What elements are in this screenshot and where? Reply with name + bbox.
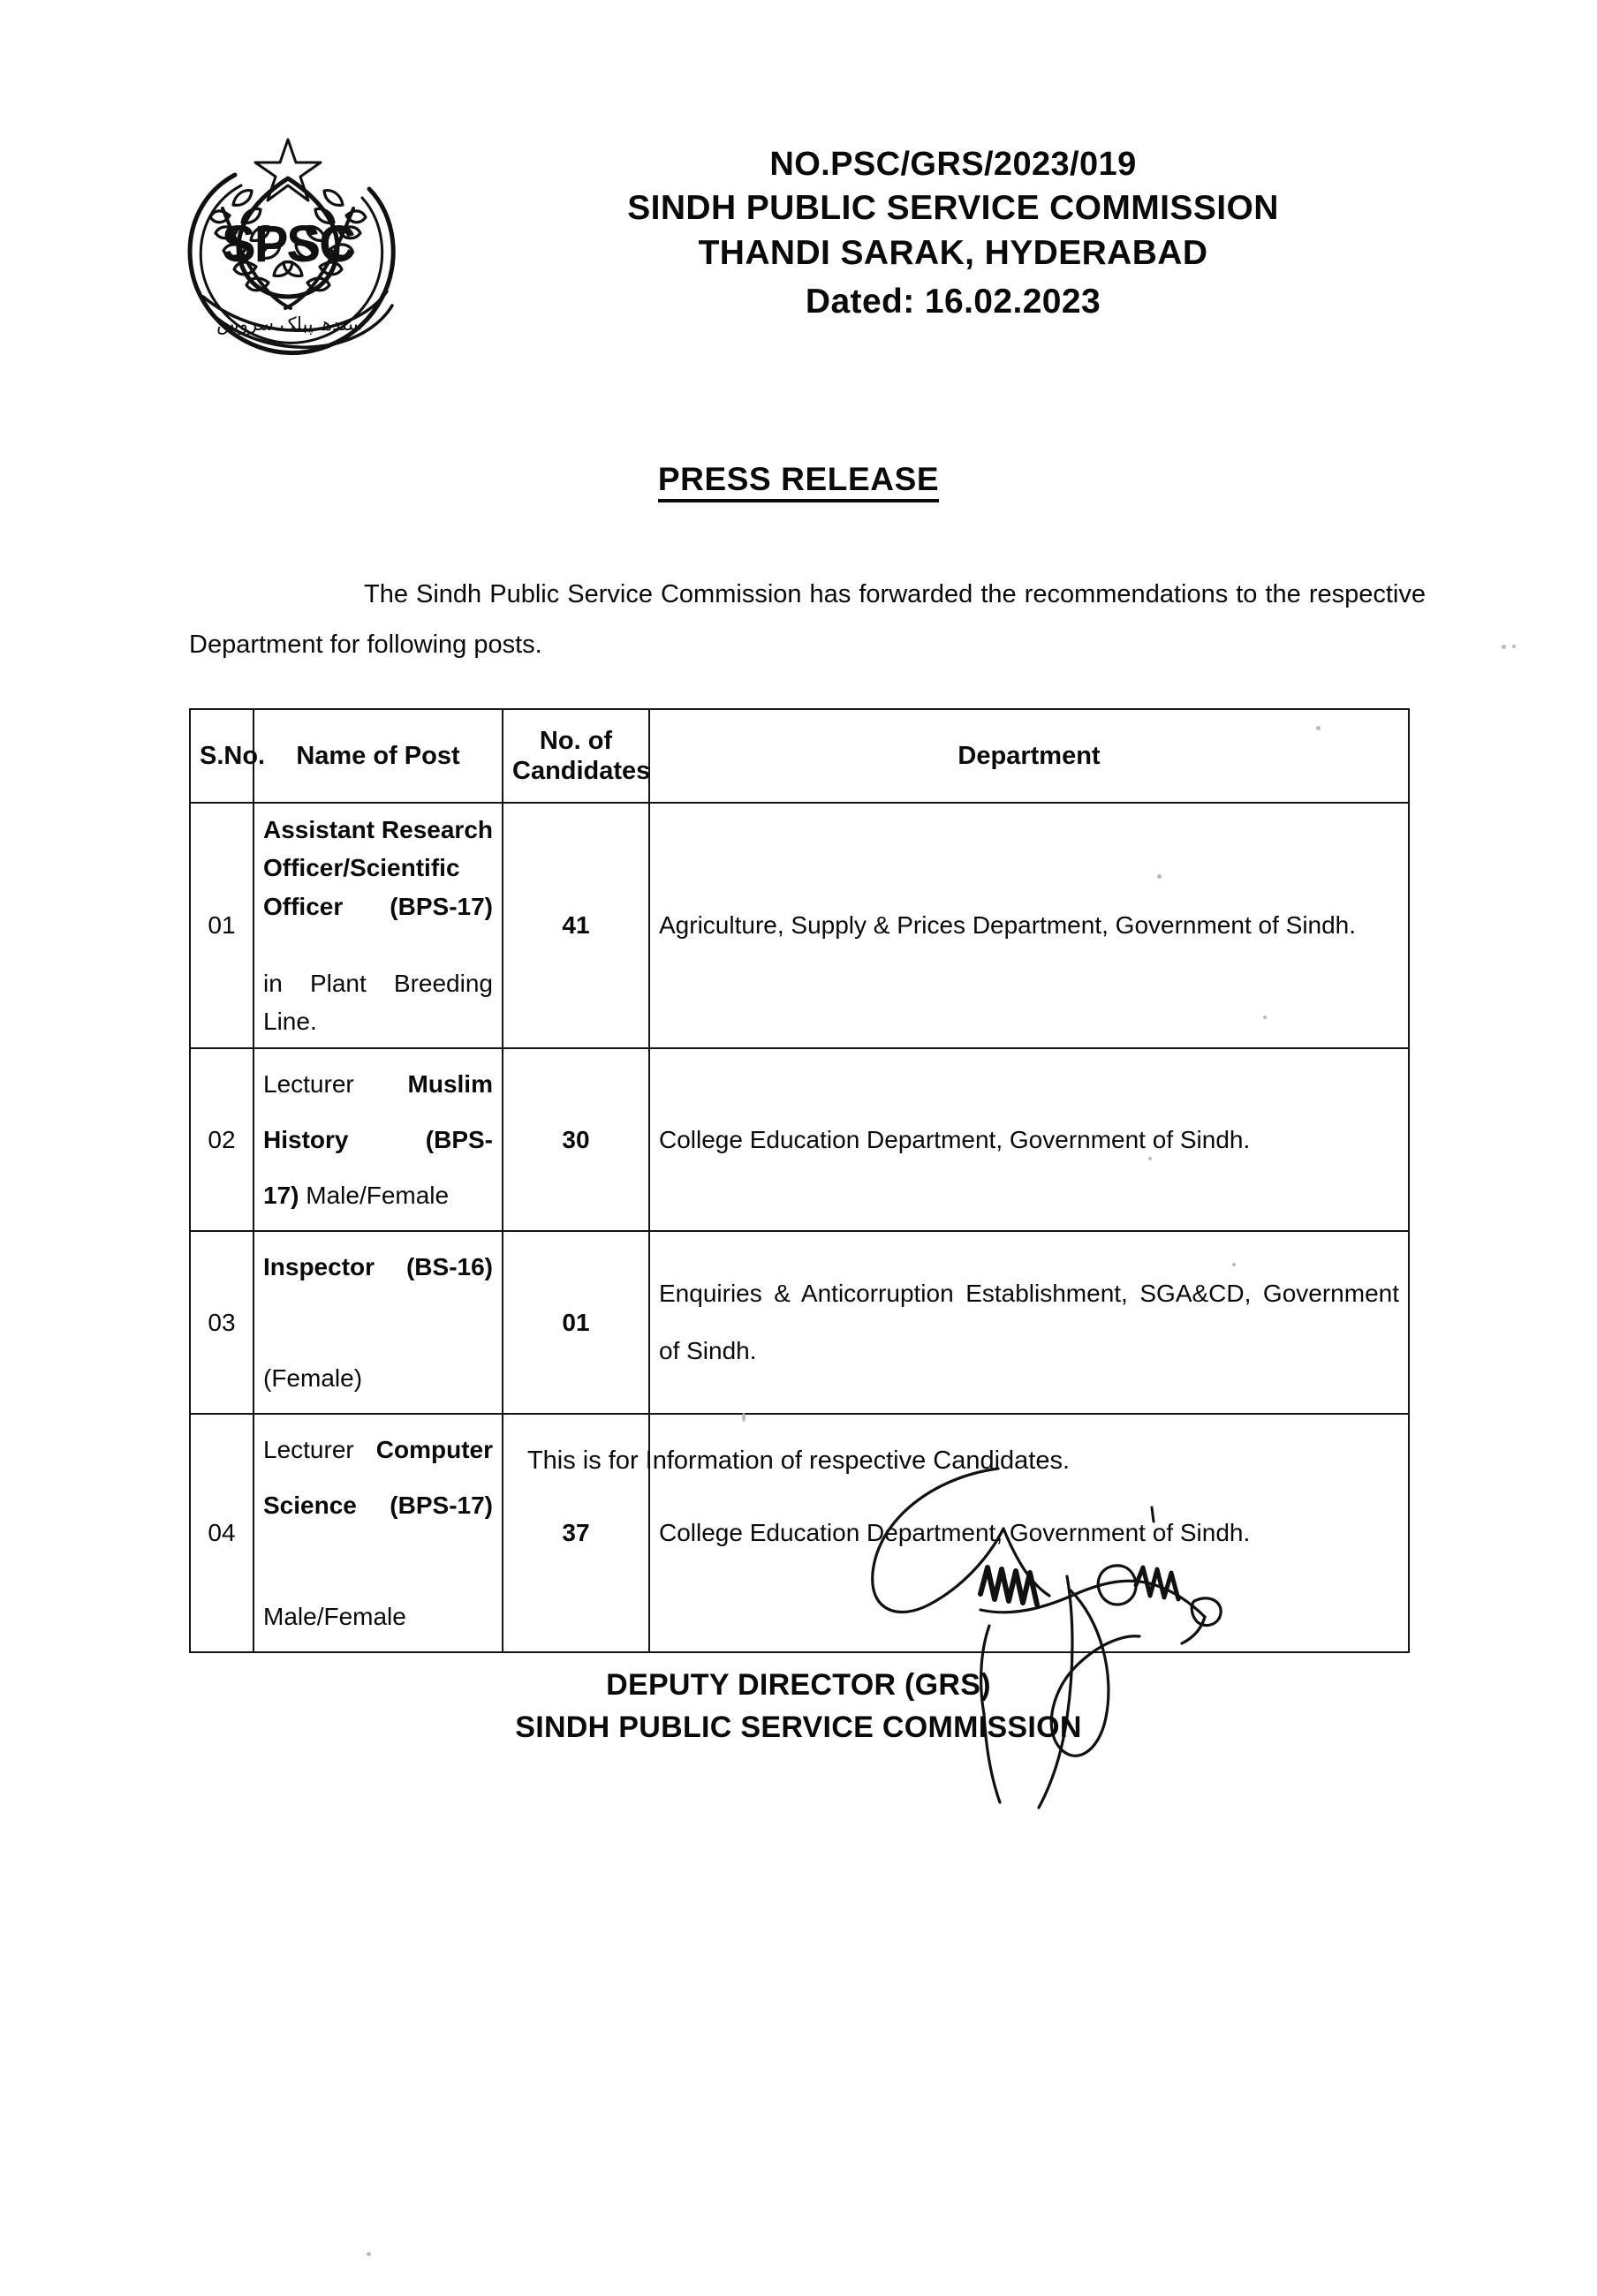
row-post-name — [254, 1048, 503, 1231]
scan-speck — [1502, 645, 1506, 649]
post-name-prefix: Lecturer — [263, 1436, 354, 1464]
scan-speck — [1148, 1157, 1152, 1160]
row-post-name — [254, 803, 503, 1048]
scan-speck — [1316, 726, 1321, 730]
table-row — [190, 1231, 1409, 1414]
post-name-bold: Assistant Research Officer/Scientific Officer (BPS-17) — [263, 816, 493, 920]
column-header-candidates: No. of Candidates — [503, 709, 649, 803]
scan-speck — [367, 2252, 371, 2256]
column-header-department: Department — [649, 709, 1409, 803]
row-department: Enquiries & Anticorruption Establishment, SGA&CD, Government of Sindh. — [649, 1231, 1409, 1414]
row-candidate-count: 41 — [503, 803, 649, 1048]
document-date: Dated: 16.02.2023 — [805, 282, 1101, 321]
scan-speck — [1512, 645, 1516, 648]
post-name-bold: Computer Science (BPS-17) — [263, 1436, 493, 1520]
row-candidate-count: 37 — [503, 1414, 649, 1652]
signatory-authority: SINDH PUBLIC SERVICE COMMISSION — [515, 1710, 1082, 1744]
header-title-block — [415, 143, 1491, 324]
spsc-emblem-icon — [164, 124, 412, 371]
intro-text: The Sindh Public Service Commission has forwarded the recommendations to the respective Department for following posts. — [189, 580, 1426, 659]
row-serial-number: 04 — [190, 1414, 254, 1652]
scan-speck — [1263, 1016, 1267, 1019]
posts-table-wrapper — [189, 708, 1408, 1653]
row-department: College Education Department, Government of Sindh. — [649, 1048, 1409, 1231]
row-candidate-count: 30 — [503, 1048, 649, 1231]
post-name-regular: Male/Female — [263, 1603, 406, 1631]
signature-block — [0, 1665, 1597, 1748]
post-name-regular: Male/Female — [306, 1182, 450, 1210]
row-candidate-count: 01 — [503, 1231, 649, 1414]
intro-paragraph — [189, 570, 1426, 669]
row-department: College Education Department, Government of Sindh. — [649, 1414, 1409, 1652]
scan-speck — [1157, 874, 1162, 879]
signatory-designation: DEPUTY DIRECTOR (GRS) — [606, 1668, 991, 1702]
table-row — [190, 1048, 1409, 1231]
footer-note: This is for Information of respective Candidates. — [526, 1446, 1071, 1475]
row-serial-number: 02 — [190, 1048, 254, 1231]
scan-speck — [1232, 1263, 1236, 1266]
reference-number: NO.PSC/GRS/2023/019 — [769, 146, 1137, 183]
svg-text:SPSC: SPSC — [222, 215, 354, 273]
table-header-row — [190, 709, 1409, 803]
row-post-name — [254, 1231, 503, 1414]
row-department: Agriculture, Supply & Prices Department, Government of Sindh. — [649, 803, 1409, 1048]
office-address: THANDI SARAK, HYDERABAD — [698, 234, 1208, 273]
page-title — [0, 461, 1597, 498]
organization-name: SINDH PUBLIC SERVICE COMMISSION — [627, 189, 1279, 228]
scan-speck — [742, 1413, 746, 1422]
post-name-regular: (Female) — [263, 1364, 363, 1393]
post-name-bold: Inspector (BS-16) — [263, 1253, 493, 1281]
svg-text:سندھ پبلک سروس: سندھ پبلک سروس — [216, 313, 363, 335]
posts-table — [189, 708, 1410, 1653]
row-serial-number: 03 — [190, 1231, 254, 1414]
row-serial-number: 01 — [190, 803, 254, 1048]
column-header-post: Name of Post — [254, 709, 503, 803]
post-name-bold: Muslim History (BPS-17) — [263, 1070, 493, 1210]
table-row — [190, 803, 1409, 1048]
post-name-regular: in Plant Breeding Line. — [263, 969, 493, 1035]
column-header-sno: S.No. — [190, 709, 254, 803]
press-release-heading: PRESS RELEASE — [658, 461, 939, 502]
document-header — [0, 124, 1597, 380]
post-name-prefix: Lecturer — [263, 1070, 354, 1099]
